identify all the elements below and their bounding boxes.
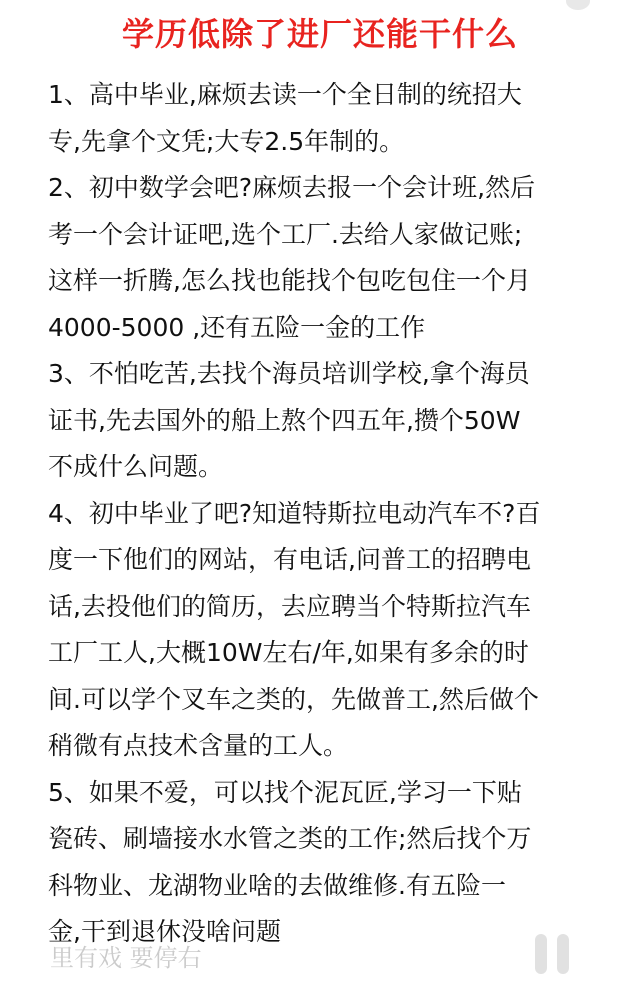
text-line: 4、初中毕业了吧?知道特斯拉电动汽车不?百 (48, 498, 541, 528)
text-line: 间.可以学个叉车之类的，先做普工,然后做个 (48, 684, 539, 714)
text-line: 2、初中数学会吧?麻烦去报一个会计班,然后 (48, 173, 536, 202)
text-line: 3、不怕吃苦,去找个海员培训学校,拿个海员 (48, 359, 530, 388)
text-line: 度一下他们的网站，有电话,问普工的招聘电 (48, 545, 531, 574)
text-line: 4000-5000 ,还有五险一金的工作 (48, 312, 426, 342)
pause-bar-left (535, 934, 547, 974)
text-line: 科物业、龙湖物业啥的去做维修.有五险一 (48, 870, 506, 900)
text-line: 这样一折腾,怎么找也能找个包吃包住一个月 (48, 266, 531, 295)
text-line: 工厂工人,大概10W左右/年,如果有多余的时 (48, 638, 529, 667)
watermark-overlay: 里有戏 要停右 (50, 944, 202, 972)
text-line: 证书,先去国外的船上熬个四五年,攒个50W (48, 405, 521, 435)
text-line: 金,干到退休没啥问题 (48, 917, 281, 946)
text-line: 瓷砖、刷墙接水水管之类的工作;然后找个万 (48, 824, 532, 853)
page-title: 学历低除了进厂还能干什么 (121, 15, 518, 53)
text-line: 稍微有点技术含量的工人。 (48, 731, 349, 760)
text-line: 考一个会计证吧,选个工厂.去给人家做记账; (48, 219, 523, 249)
text-line: 5、如果不爱，可以找个泥瓦匠,学习一下贴 (48, 777, 522, 807)
text-line: 话,去投他们的简历，去应聘当个特斯拉汽车 (48, 591, 531, 621)
article-body (48, 72, 628, 956)
corner-decoration (566, 0, 590, 10)
text-line: 不成什么问题。 (48, 452, 224, 481)
pause-icon[interactable] (535, 934, 571, 974)
text-line: 专,先拿个文凭;大专2.5年制的。 (48, 126, 405, 156)
pause-bar-right (557, 934, 569, 974)
text-line: 1、高中毕业,麻烦去读一个全日制的统招大 (48, 80, 522, 109)
